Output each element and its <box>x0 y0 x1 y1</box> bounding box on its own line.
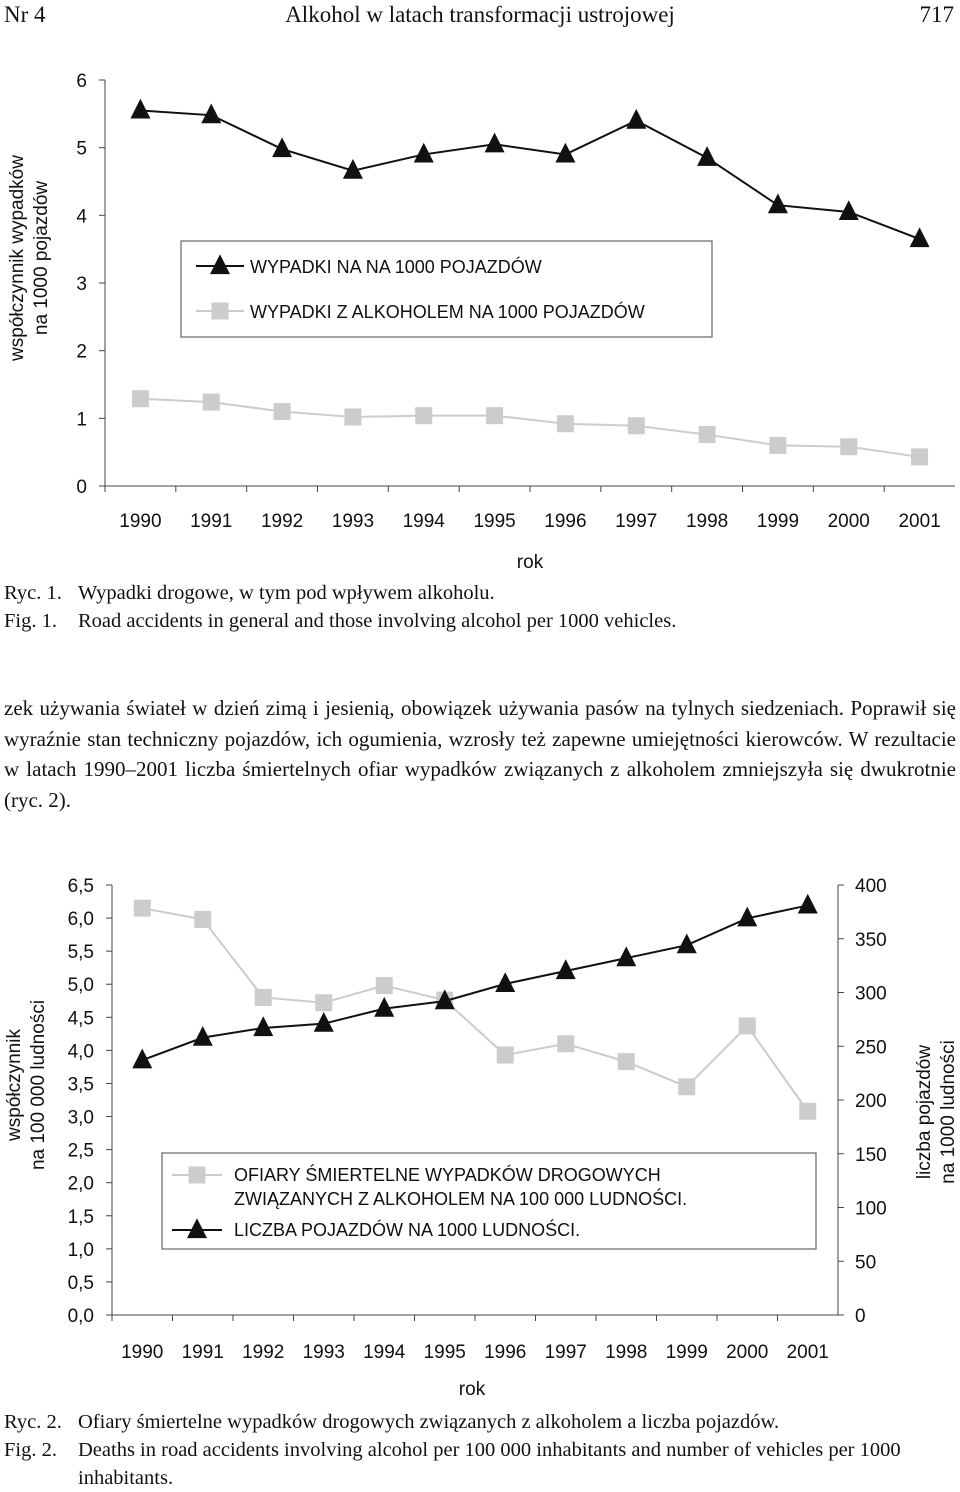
y-left-tick-label: 1,5 <box>67 1206 94 1228</box>
y-axis-title-line2: na 1000 pojazdów <box>31 180 52 336</box>
x-tick-label: 1990 <box>119 511 162 532</box>
data-point-triangle <box>697 146 717 166</box>
x-tick-label: 1998 <box>605 1342 648 1363</box>
y-right-tick-label: 0 <box>855 1306 866 1327</box>
figure-2-caption-pl: Ofiary śmiertelne wypadków drogowych związanych z alkoholem a liczba pojazdów. <box>78 1411 780 1433</box>
x-tick-label: 1994 <box>363 1342 406 1363</box>
data-point-triangle <box>485 133 505 153</box>
x-tick-label: 1996 <box>544 511 587 532</box>
data-point-square <box>769 437 786 454</box>
data-point-square <box>739 1017 756 1034</box>
data-point-square <box>799 1103 816 1120</box>
data-point-square <box>911 448 928 465</box>
figure-1-chart <box>0 0 960 580</box>
figure-2-chart <box>0 840 960 1400</box>
y-tick-label: 3 <box>76 274 87 295</box>
data-point-square <box>628 417 645 434</box>
legend-label: WYPADKI NA NA 1000 POJAZDÓW <box>250 257 542 277</box>
y-left-title-line1: współczynnik <box>4 1029 25 1141</box>
y-right-tick-label: 50 <box>855 1252 877 1274</box>
legend-label: WYPADKI Z ALKOHOLEM NA 1000 POJAZDÓW <box>250 302 645 322</box>
y-right-tick-label: 300 <box>855 983 887 1005</box>
y-tick-label: 2 <box>76 341 87 363</box>
data-point-square <box>557 415 574 432</box>
y-left-tick-label: 0,0 <box>67 1306 94 1327</box>
y-tick-label: 0 <box>76 477 87 498</box>
y-left-tick-label: 5,0 <box>67 975 94 997</box>
data-point-triangle <box>798 894 818 914</box>
y-left-tick-label: 6,0 <box>67 909 94 931</box>
y-right-title-line2: na 1000 ludności <box>938 1040 959 1184</box>
y-left-tick-label: 3,5 <box>67 1074 94 1096</box>
x-tick-label: 1999 <box>665 1342 708 1363</box>
figure-2-caption <box>4 1408 956 1492</box>
data-point-triangle <box>130 99 150 119</box>
y-right-tick-label: 350 <box>855 929 887 951</box>
y-left-tick-label: 3,0 <box>67 1107 94 1129</box>
x-tick-label: 1992 <box>242 1342 285 1363</box>
series-line <box>140 110 919 239</box>
figure-1-caption-pl: Wypadki drogowe, w tym pod wpływem alkoholu. <box>78 582 495 604</box>
data-point-square <box>203 394 220 411</box>
y-right-tick-label: 400 <box>855 876 887 897</box>
x-tick-label: 1995 <box>473 511 516 532</box>
data-point-square <box>132 390 149 407</box>
x-tick-label: 1997 <box>615 511 658 532</box>
data-point-square <box>497 1047 514 1064</box>
x-tick-label: 2001 <box>898 511 941 532</box>
series-line <box>142 908 808 1111</box>
data-point-square <box>699 426 716 443</box>
y-axis-title-line1: współczynnik wypadków <box>7 155 28 361</box>
y-tick-label: 1 <box>76 409 87 431</box>
running-header-issue: Nr 4 <box>4 2 46 27</box>
x-tick-label: 1995 <box>423 1342 466 1363</box>
x-tick-label: 1993 <box>302 1342 345 1363</box>
figure-2-caption-en-label: Fig. 2. <box>4 1439 57 1461</box>
data-point-triangle <box>201 103 221 123</box>
legend-marker-square <box>189 1167 206 1184</box>
data-point-triangle <box>677 934 697 954</box>
series-line <box>140 399 919 457</box>
legend-label: LICZBA POJAZDÓW NA 1000 LUDNOŚCI. <box>234 1220 581 1240</box>
x-tick-label: 1996 <box>484 1342 527 1363</box>
legend-label: ZWIĄZANYCH Z ALKOHOLEM NA 100 000 LUDNOŚCI. <box>234 1189 688 1209</box>
y-left-tick-label: 1,0 <box>67 1239 94 1261</box>
x-tick-label: 2001 <box>786 1342 829 1363</box>
legend-label: OFIARY ŚMIERTELNE WYPADKÓW DROGOWYCH <box>234 1165 661 1185</box>
y-tick-label: 5 <box>76 138 87 160</box>
data-point-triangle <box>839 200 859 220</box>
data-point-square <box>344 408 361 425</box>
y-left-tick-label: 2,0 <box>67 1173 94 1195</box>
figure-1-caption <box>4 579 956 635</box>
x-tick-label: 1990 <box>121 1342 164 1363</box>
x-tick-label: 2000 <box>827 511 870 532</box>
y-right-tick-label: 250 <box>855 1037 887 1059</box>
series-line <box>142 905 808 1060</box>
y-right-tick-label: 200 <box>855 1091 887 1112</box>
y-left-tick-label: 4,0 <box>67 1041 94 1063</box>
data-point-square <box>618 1053 635 1070</box>
legend-box <box>181 241 712 337</box>
data-point-triangle <box>253 1016 273 1036</box>
y-tick-label: 6 <box>76 71 87 92</box>
data-point-square <box>274 403 291 420</box>
x-tick-label: 1991 <box>190 511 233 532</box>
x-axis-title: rok <box>516 552 544 573</box>
page-number: 717 <box>919 2 954 27</box>
figure-2-caption-pl-label: Ryc. 2. <box>4 1411 62 1433</box>
x-tick-label: 1993 <box>331 511 375 532</box>
figure-1-caption-en: Road accidents in general and those involving alcohol per 1000 vehicles. <box>78 610 677 632</box>
x-axis-title: rok <box>458 1379 486 1400</box>
figure-2-caption-en: Deaths in road accidents involving alcohol per 100 000 inhabitants and number of vehicles per 1000 inhabitants. <box>78 1439 901 1489</box>
x-tick-label: 1999 <box>756 511 800 532</box>
y-left-tick-label: 4,5 <box>67 1008 94 1030</box>
data-point-triangle <box>272 137 292 157</box>
x-tick-label: 2000 <box>726 1342 769 1363</box>
data-point-square <box>486 407 503 424</box>
data-point-square <box>678 1078 695 1095</box>
data-point-triangle <box>626 109 646 129</box>
y-left-tick-label: 2,5 <box>67 1140 94 1162</box>
y-left-tick-label: 0,5 <box>67 1272 94 1294</box>
y-left-title-line2: na 100 000 ludności <box>28 999 49 1171</box>
data-point-square <box>415 407 432 424</box>
body-paragraph: zek używania świateł w dzień zimą i jesienią, obowiązek używania pasów na tylnych siedzeniach. Poprawił się wyraźnie stan techniczny pojazdów, ich ogumienia, wzrosły też zapewne umiejętności kierowców. W rezultacie w latach 1990–2001 liczba śmiertelnych ofiar wypadków związanych z alkoholem zmniejszyła się dwukrotnie (ryc. 2). <box>4 696 956 812</box>
data-point-square <box>557 1035 574 1052</box>
y-right-tick-label: 150 <box>855 1144 887 1166</box>
x-tick-label: 1998 <box>685 511 729 532</box>
y-right-tick-label: 100 <box>855 1198 887 1220</box>
y-tick-label: 4 <box>76 206 87 228</box>
y-left-tick-label: 5,5 <box>67 942 94 964</box>
data-point-square <box>194 911 211 928</box>
data-point-triangle <box>768 193 788 213</box>
data-point-square <box>376 977 393 994</box>
figure-1-caption-en-label: Fig. 1. <box>4 610 57 632</box>
legend-marker-square <box>212 303 229 320</box>
data-point-square <box>134 900 151 917</box>
x-tick-label: 1994 <box>402 511 445 532</box>
data-point-square <box>840 438 857 455</box>
y-left-tick-label: 6,5 <box>67 876 94 897</box>
x-tick-label: 1997 <box>544 1342 587 1363</box>
x-tick-label: 1992 <box>260 511 304 532</box>
x-tick-label: 1991 <box>181 1342 224 1363</box>
figure-1-caption-pl-label: Ryc. 1. <box>4 582 62 604</box>
data-point-square <box>315 994 332 1011</box>
running-header-title: Alkohol w latach transformacji ustrojowej <box>285 2 675 27</box>
y-right-title-line1: liczba pojazdów <box>914 1044 935 1180</box>
data-point-square <box>255 989 272 1006</box>
